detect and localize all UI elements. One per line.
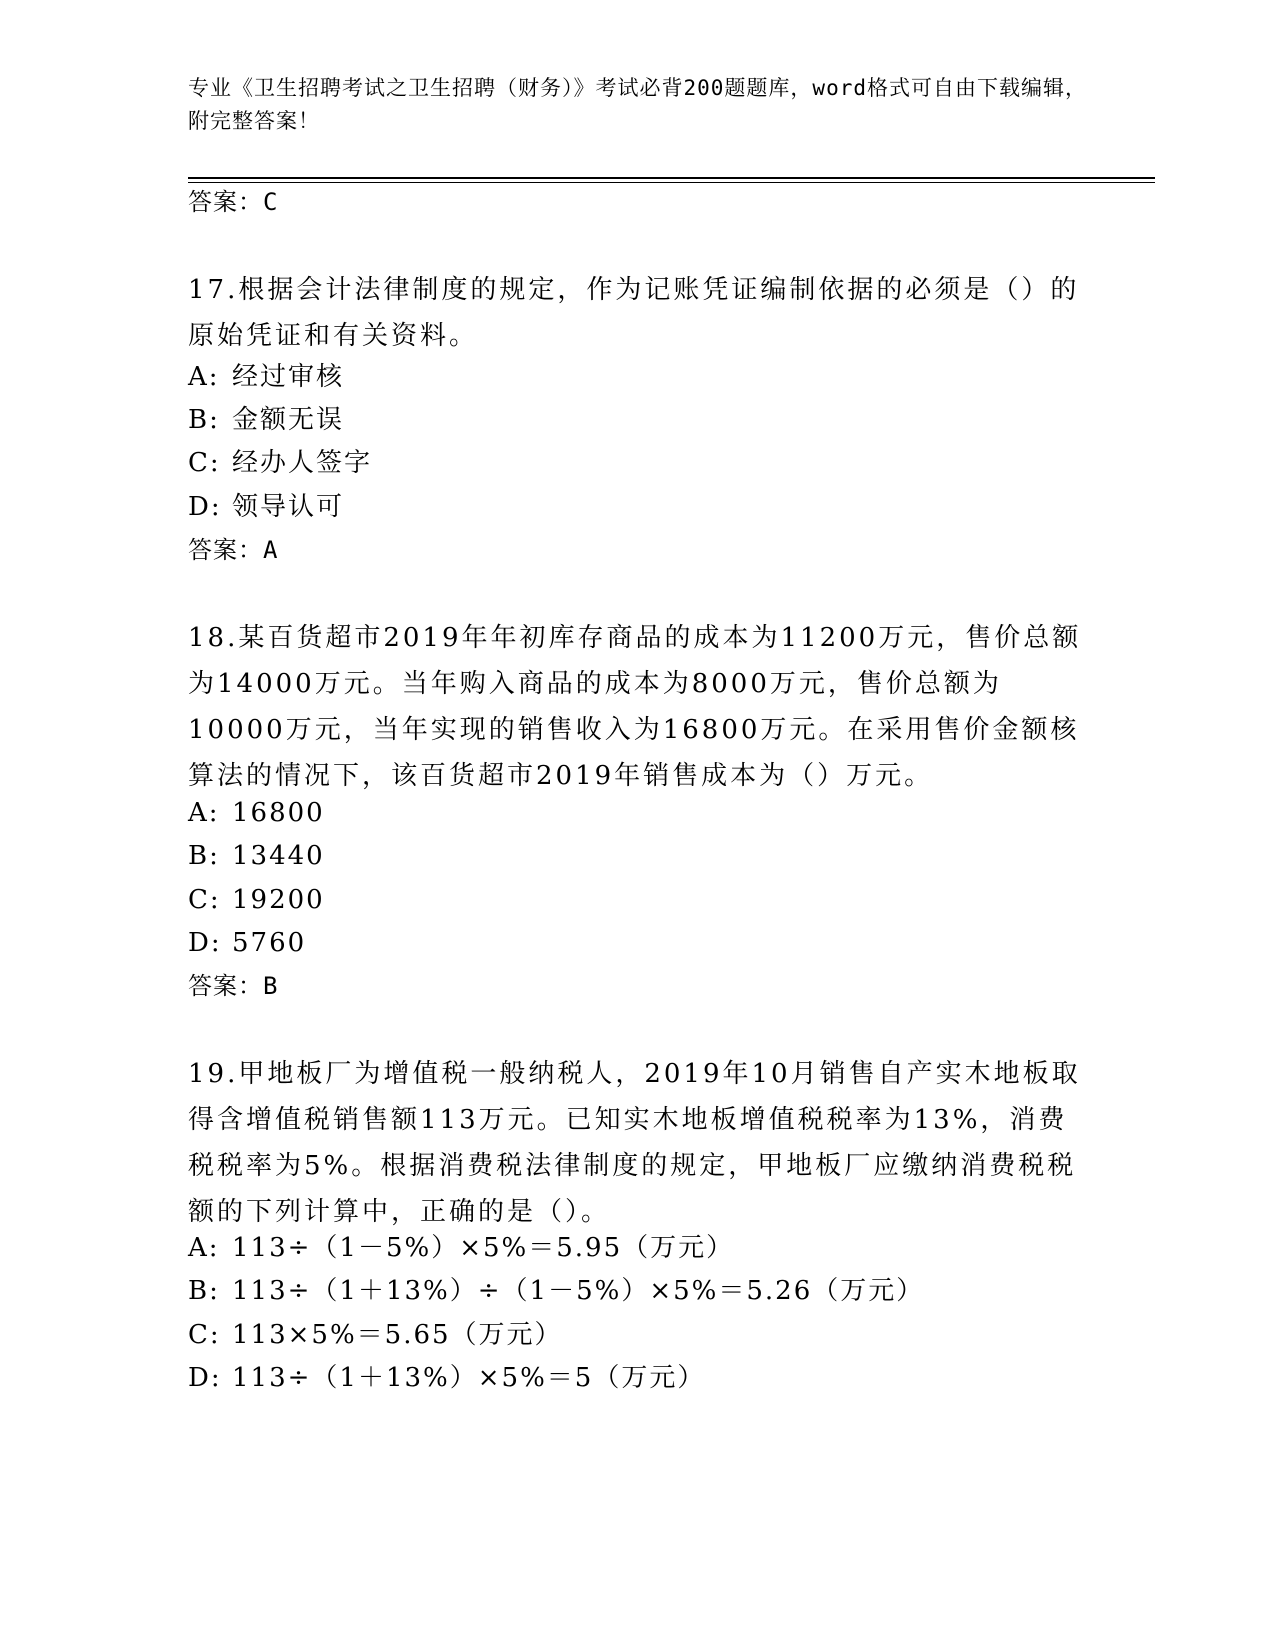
question-19-option-b (188, 1274, 924, 1308)
question-19-option-d (188, 1361, 705, 1395)
option-letter: A: (188, 362, 220, 392)
option-letter: B: (188, 841, 220, 871)
question-17-option-d (188, 490, 344, 524)
question-18-option-a (188, 796, 325, 830)
question-19-option-c (188, 1318, 563, 1352)
option-letter: A: (188, 1233, 220, 1263)
option-text: 经办人签字 (232, 448, 373, 478)
question-18-option-c (188, 883, 325, 917)
option-text: 5760 (232, 928, 307, 958)
answer-q18: 答案：B (188, 972, 279, 1000)
question-18-option-d (188, 926, 306, 960)
option-letter: C: (188, 448, 221, 478)
document-header: 专业《卫生招聘考试之卫生招聘（财务）》考试必背200题题库，word格式可自由下载编辑，附完整答案！ (188, 76, 1087, 133)
answer-q16: 答案：C (188, 188, 279, 216)
question-18-option-b (188, 839, 325, 873)
option-text: 113÷（1＋13%）÷（1－5%）×5%＝5.26（万元） (232, 1276, 925, 1306)
option-letter: D: (188, 492, 222, 522)
option-letter: A: (188, 798, 220, 828)
option-text: 113÷（1＋13%）×5%＝5（万元） (232, 1363, 706, 1393)
option-letter: C: (188, 1320, 221, 1350)
question-17-option-a (188, 360, 344, 394)
question-17-option-b (188, 403, 344, 437)
answer-q17: 答案：A (188, 536, 279, 564)
option-text: 19200 (232, 885, 325, 915)
question-18-stem: 18.某百货超市2019年年初库存商品的成本为11200万元，售价总额为14000万元。当年购入商品的成本为8000万元，售价总额为10000万元，当年实现的销售收入为16800万元。在采用售价金额核算法的情况下，该百货超市2019年销售成本为（）万元。 (188, 623, 1082, 791)
option-text: 经过审核 (232, 362, 345, 392)
option-letter: D: (188, 1363, 222, 1393)
option-letter: B: (188, 1276, 220, 1306)
option-text: 113÷（1－5%）×5%＝5.95（万元） (232, 1233, 735, 1263)
question-19-option-a (188, 1231, 734, 1265)
question-17-stem: 17.根据会计法律制度的规定，作为记账凭证编制依据的必须是（）的原始凭证和有关资料。 (188, 275, 1080, 351)
option-text: 16800 (232, 798, 325, 828)
question-17-option-c (188, 446, 372, 480)
option-text: 13440 (232, 841, 325, 871)
option-letter: B: (188, 405, 220, 435)
option-letter: D: (188, 928, 222, 958)
question-19-stem: 19.甲地板厂为增值税一般纳税人，2019年10月销售自产实木地板取得含增值税销售额113万元。已知实木地板增值税税率为13%，消费税税率为5%。根据消费税法律制度的规定，甲地板厂应缴纳消费税税额的下列计算中，正确的是（）。 (188, 1059, 1081, 1227)
option-text: 金额无误 (232, 405, 345, 435)
header-divider (188, 177, 1155, 183)
option-letter: C: (188, 885, 221, 915)
option-text: 领导认可 (232, 492, 345, 522)
option-text: 113×5%＝5.65（万元） (232, 1320, 563, 1350)
